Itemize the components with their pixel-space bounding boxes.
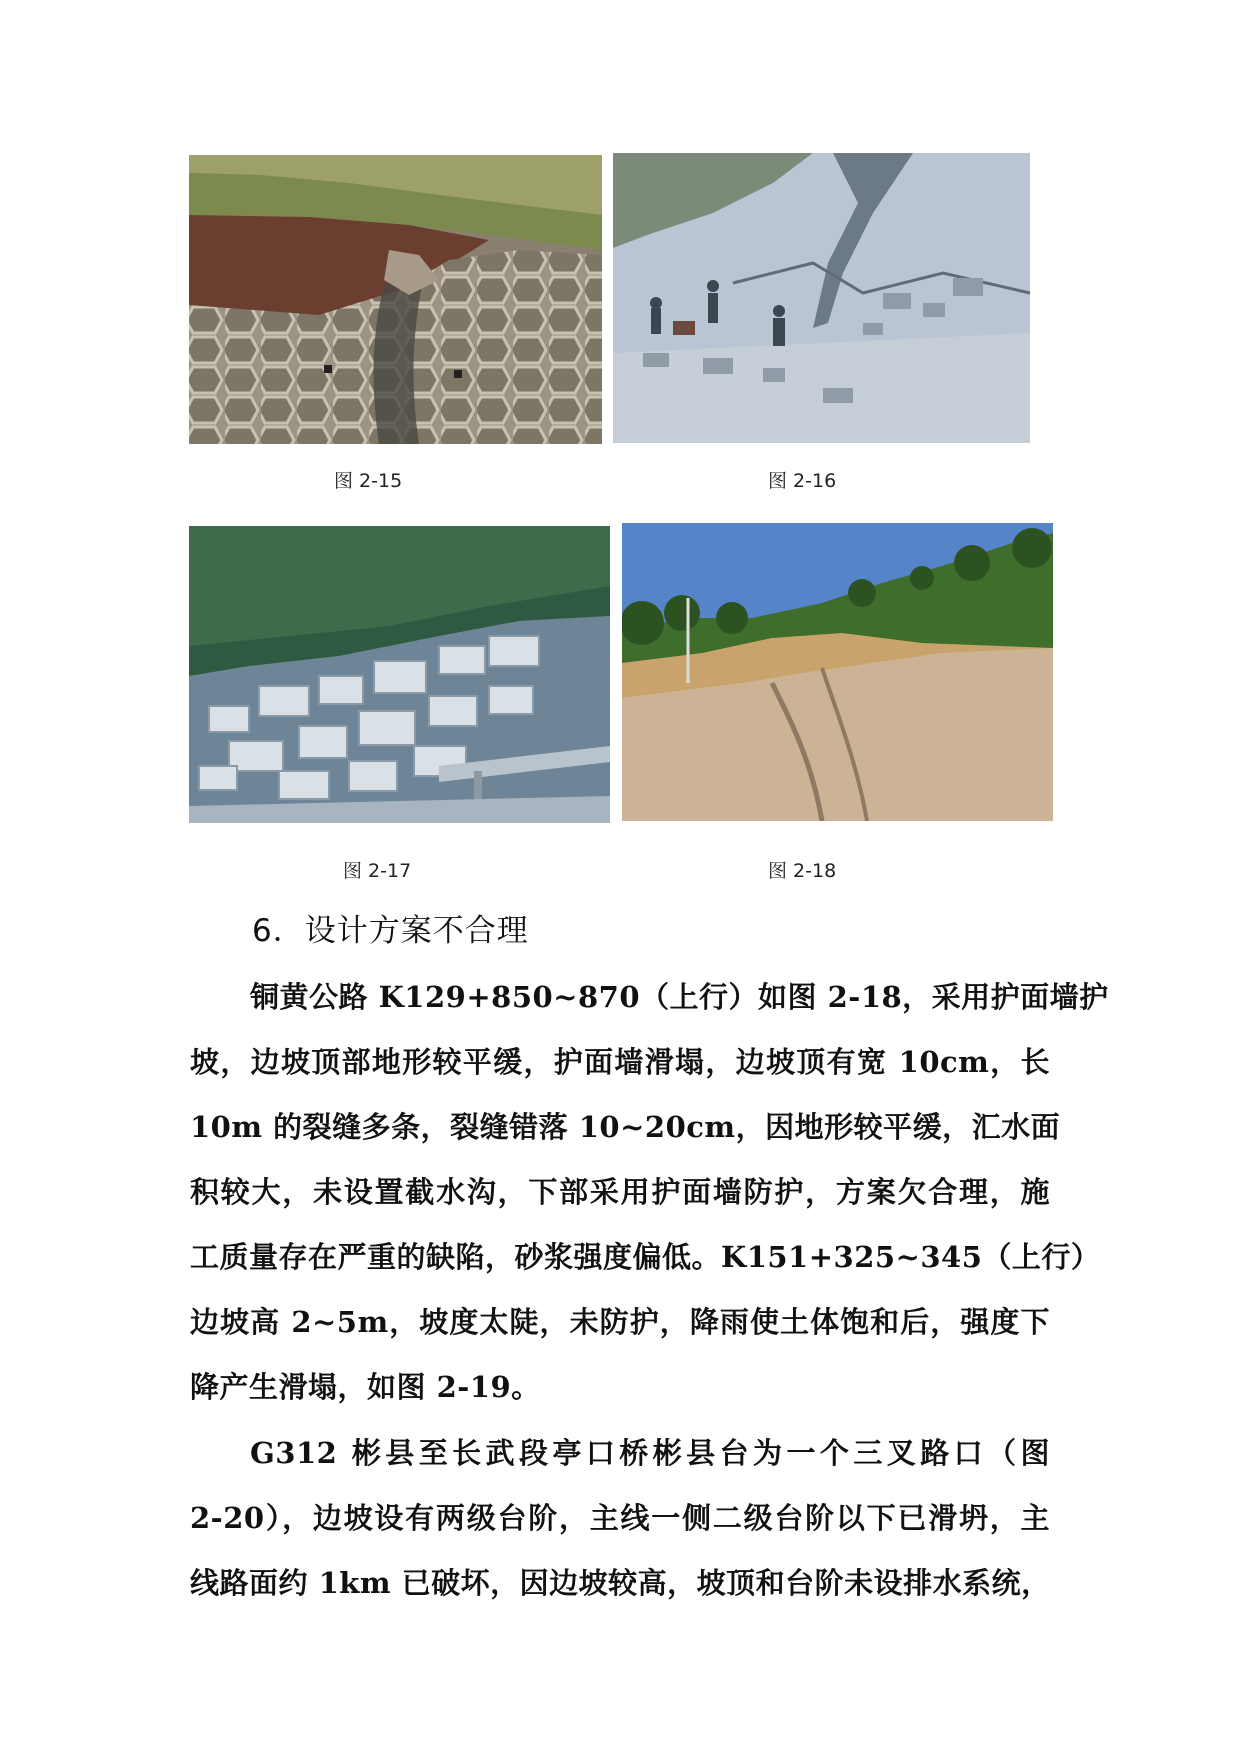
figure-2-17-photo (189, 526, 610, 823)
figure-2-17-caption: 图 2-17 (343, 860, 412, 882)
figure-2-15-caption: 图 2-15 (334, 470, 403, 492)
paragraph-line: 边坡高 2~5m，坡度太陡，未防护，降雨使土体饱和后，强度下 (190, 1305, 1050, 1339)
paragraph-line: 积较大，未设置截水沟，下部采用护面墙防护，方案欠合理，施 (190, 1175, 1050, 1209)
figure-2-15-photo (189, 155, 602, 444)
paragraph-line: 降产生滑塌，如图 2-19。 (190, 1370, 541, 1404)
paragraph-line: 铜黄公路 K129+850~870（上行）如图 2-18，采用护面墙护 (250, 980, 1109, 1014)
paragraph-line: 10m 的裂缝多条，裂缝错落 10~20cm，因地形较平缓，汇水面 (190, 1110, 1061, 1144)
figure-2-16-caption: 图 2-16 (768, 470, 837, 492)
paragraph-line: 2-20），边坡设有两级台阶，主线一侧二级台阶以下已滑坍，主 (190, 1501, 1050, 1535)
paragraph-line: 坡，边坡顶部地形较平缓，护面墙滑塌，边坡顶有宽 10cm，长 (190, 1045, 1050, 1079)
paragraph-line: 工质量存在严重的缺陷，砂浆强度偏低。K151+325~345（上行） (190, 1240, 1101, 1274)
figure-2-16-photo (613, 153, 1030, 443)
figure-2-18-caption: 图 2-18 (768, 860, 837, 882)
section-heading: 6．设计方案不合理 (252, 913, 529, 949)
figure-2-18-photo (622, 523, 1053, 821)
paragraph-line: 线路面约 1km 已破坏，因边坡较高，坡顶和台阶未设排水系统， (190, 1566, 1051, 1600)
paragraph-line: G312 彬县至长武段亭口桥彬县台为一个三叉路口（图 (250, 1436, 1050, 1470)
